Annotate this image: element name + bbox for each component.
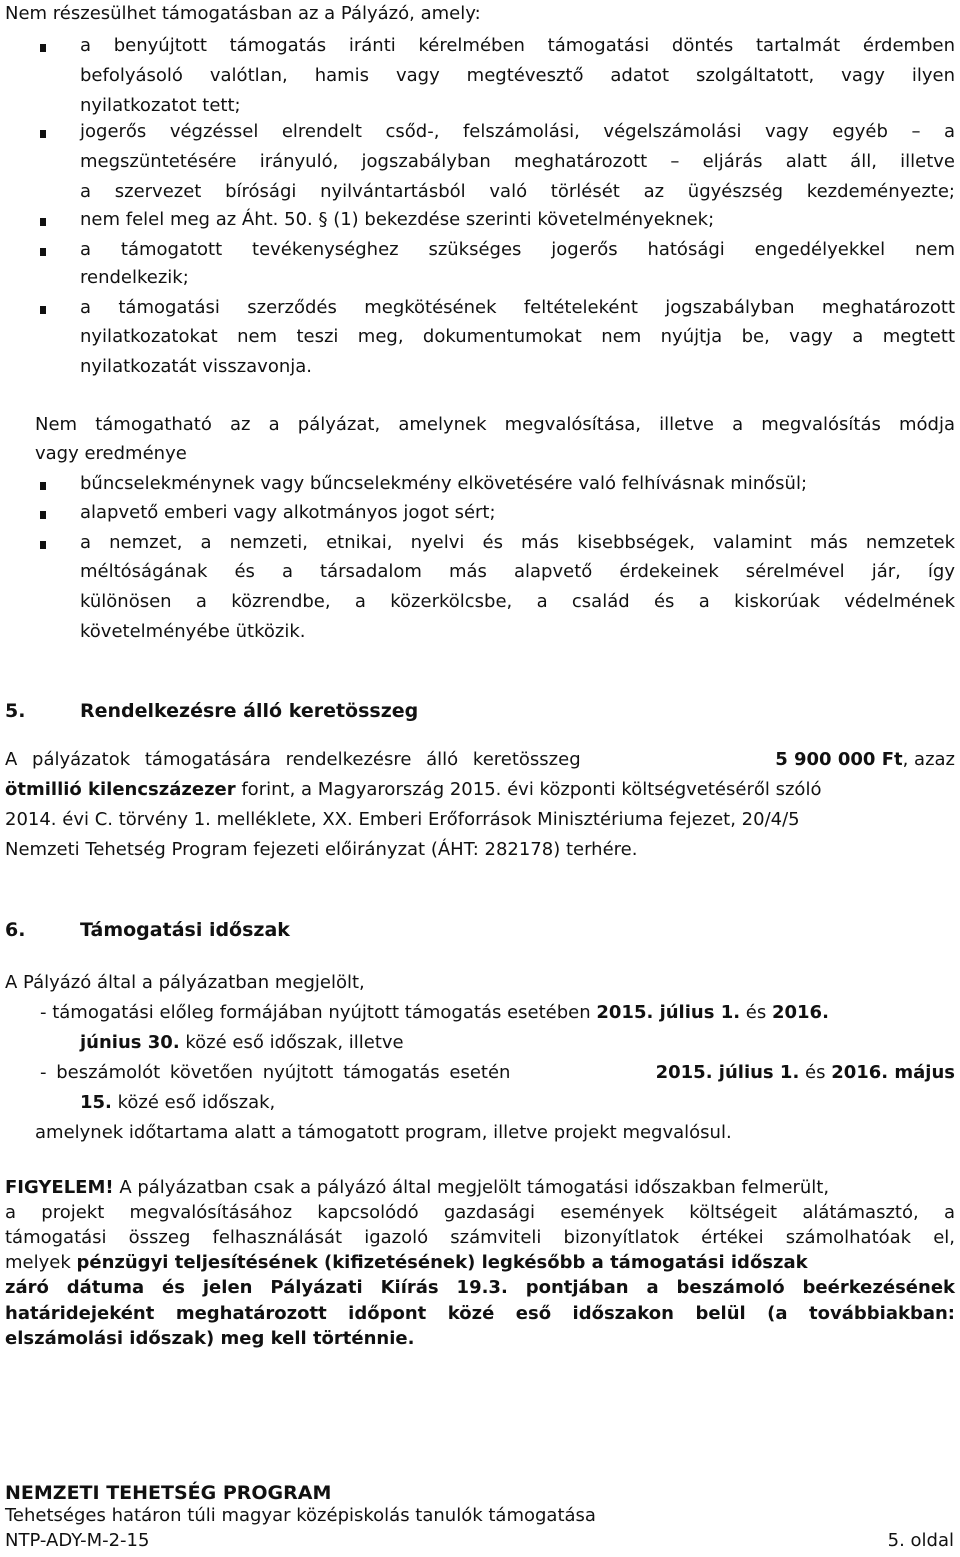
section-5-line-2-text: forint, a Magyarország 2015. évi központi költségvetéséről szóló	[235, 779, 822, 800]
not-supported-item-3-line-4: követelményébe ütközik.	[80, 621, 306, 642]
not-supported-item-3-line-3: különösen a közrendbe, a közerkölcsbe, a család és a kiskorúak védelmének	[80, 591, 955, 612]
notice-line-5: záró dátuma és jelen Pályázati Kiírás 19.3. pontjában a beszámoló beérkezésének	[5, 1277, 955, 1298]
eligibility-item-1-line-1: a benyújtott támogatás iránti kérelmében támogatási döntés tartalmát érdemben	[80, 35, 955, 56]
notice-line-6: határidejeként meghatározott időpont közé eső időszakon belül (a továbbiakban:	[5, 1303, 955, 1324]
eligibility-item-4-line-1: a támogatott tevékenységhez szükséges jogerős hatósági engedélyekkel nem	[80, 239, 955, 260]
notice-line-4-pre: melyek	[5, 1252, 77, 1273]
bullet-icon	[40, 248, 46, 256]
notice-line-4-bold: pénzügyi teljesítésének (kifizetésének) legkésőbb a támogatási időszak	[76, 1252, 808, 1273]
section-6-closing: amelynek időtartama alatt a támogatott program, illetve projekt megvalósul.	[35, 1122, 732, 1143]
eligibility-item-2-line-2: megszüntetésére irányuló, jogszabályban meghatározott – eljárás alatt áll, illetve	[80, 151, 955, 172]
section-6-item-1-and: és	[740, 1002, 772, 1023]
section-6-item-2-dates	[656, 1061, 955, 1085]
notice-label: FIGYELEM!	[5, 1177, 114, 1198]
section-6-item-1-date-2: 2016.	[771, 1002, 829, 1023]
notice-line-2: a projekt megvalósításához kapcsolódó gazdasági események költségeit alátámasztó, a	[5, 1202, 955, 1223]
eligibility-item-2-line-3: a szervezet bírósági nyilvántartásból való törlését az ügyészség kezdeményezte;	[80, 181, 955, 202]
section-5-azaz: , azaz	[902, 749, 955, 770]
section-5-line-1	[5, 748, 955, 772]
not-supported-item-1: bűncselekménynek vagy bűncselekmény elkövetésére való felhívásnak minősül;	[80, 473, 808, 494]
section-5-number: 5.	[5, 700, 26, 722]
section-6-intro: A Pályázó által a pályázatban megjelölt,	[5, 972, 365, 993]
not-supported-item-3-line-2: méltóságának és a társadalom más alapvető érdekeinek sérelmével jár, így	[80, 561, 955, 582]
bullet-icon	[40, 306, 46, 314]
notice-line-4	[5, 1251, 955, 1275]
section-6-item-1-date-2-end: június 30.	[80, 1032, 180, 1053]
section-6-item-1-date-1: 2015. július 1.	[596, 1002, 741, 1023]
eligibility-item-3-line-1: nem felel meg az Áht. 50. § (1) bekezdése szerinti követelményeknek;	[80, 209, 715, 230]
section-6-item-1-text: - támogatási előleg formájában nyújtott támogatás esetében	[40, 1002, 597, 1023]
bullet-icon	[40, 44, 46, 52]
section-6-item-2-line-1	[40, 1061, 955, 1085]
section-6-item-1-tail: közé eső időszak, illetve	[179, 1032, 404, 1053]
bullet-icon	[40, 482, 46, 490]
not-supported-item-2: alapvető emberi vagy alkotmányos jogot sért;	[80, 502, 496, 523]
notice-line-3: támogatási összeg felhasználását igazoló számviteli bizonyítlatok értékei számolhatóak el,	[5, 1227, 955, 1248]
section-5-line-3: 2014. évi C. törvény 1. melléklete, XX. Emberi Erőforrások Minisztériuma fejezet, 20/4/5	[5, 809, 800, 830]
bullet-icon	[40, 130, 46, 138]
not-supported-intro-line-1: Nem támogatható az a pályázat, amelynek megvalósítása, illetve a megvalósítás módja	[35, 414, 955, 435]
footer-page-number: 5. oldal	[887, 1530, 954, 1551]
not-supported-intro-line-2: vagy eredménye	[35, 443, 187, 464]
footer-subtitle: Tehetséges határon túli magyar középiskolás tanulók támogatása	[5, 1505, 596, 1526]
notice-line-1	[5, 1176, 829, 1200]
eligibility-item-5-line-1: a támogatási szerződés megkötésének feltételeként jogszabályban meghatározott	[80, 297, 955, 318]
eligibility-item-5-line-3: nyilatkozatát visszavonja.	[80, 356, 313, 377]
section-5-line-2	[5, 778, 821, 802]
section-6-number: 6.	[5, 919, 26, 941]
eligibility-item-2-line-1: jogerős végzéssel elrendelt csőd-, felszámolási, végelszámolási vagy egyéb – a	[80, 121, 955, 142]
bullet-icon	[40, 511, 46, 519]
section-5-title: Rendelkezésre álló keretösszeg	[80, 700, 419, 722]
section-6-item-2-and: és	[799, 1062, 832, 1083]
section-5-amount-words: ötmillió kilencszázezer	[5, 779, 236, 800]
section-6-item-2-date-2-end: 15.	[80, 1092, 112, 1113]
eligibility-item-1-line-3: nyilatkozatot tett;	[80, 95, 241, 116]
section-6-item-2-text: - beszámolót követően nyújtott támogatás esetén	[40, 1062, 511, 1083]
eligibility-item-5-line-2: nyilatkozatokat nem teszi meg, dokumentumokat nem nyújtja be, vagy a megtett	[80, 326, 955, 347]
section-6-item-1-line-2	[80, 1031, 404, 1055]
section-6-item-2-line-2	[80, 1091, 275, 1115]
notice-line-7: elszámolási időszak) meg kell történnie.	[5, 1328, 415, 1349]
not-supported-item-3-line-1: a nemzet, a nemzeti, etnikai, nyelvi és más kisebbségek, valamint más nemzetek	[80, 532, 955, 553]
section-6-item-2-tail: közé eső időszak,	[111, 1092, 276, 1113]
section-6-item-2-date-2: 2016. május	[831, 1062, 955, 1083]
bullet-icon	[40, 218, 46, 226]
section-5-amount-wrap	[775, 748, 955, 772]
notice-line-1-text: A pályázatban csak a pályázó által megjelölt támogatási időszakban felmerült,	[113, 1177, 830, 1198]
section-5-line-1-text: A pályázatok támogatására rendelkezésre álló keretösszeg	[5, 749, 581, 770]
section-6-title: Támogatási időszak	[80, 919, 290, 941]
section-5-line-4: Nemzeti Tehetség Program fejezeti előirányzat (ÁHT: 282178) terhére.	[5, 839, 638, 860]
section-5-amount: 5 900 000 Ft	[775, 749, 903, 770]
section-6-item-1-line-1	[40, 1001, 829, 1025]
footer-code: NTP-ADY-M-2-15	[5, 1530, 150, 1551]
eligibility-item-1-line-2: befolyásoló valótlan, hamis vagy megtévesztő adatot szolgáltatott, vagy ilyen	[80, 65, 955, 86]
section-6-item-2-date-1: 2015. július 1.	[655, 1062, 800, 1083]
eligibility-item-4-line-2: rendelkezik;	[80, 267, 189, 288]
footer-program: NEMZETI TEHETSÉG PROGRAM	[5, 1482, 332, 1504]
bullet-icon	[40, 541, 46, 549]
eligibility-intro: Nem részesülhet támogatásban az a Pályázó, amely:	[5, 3, 481, 24]
